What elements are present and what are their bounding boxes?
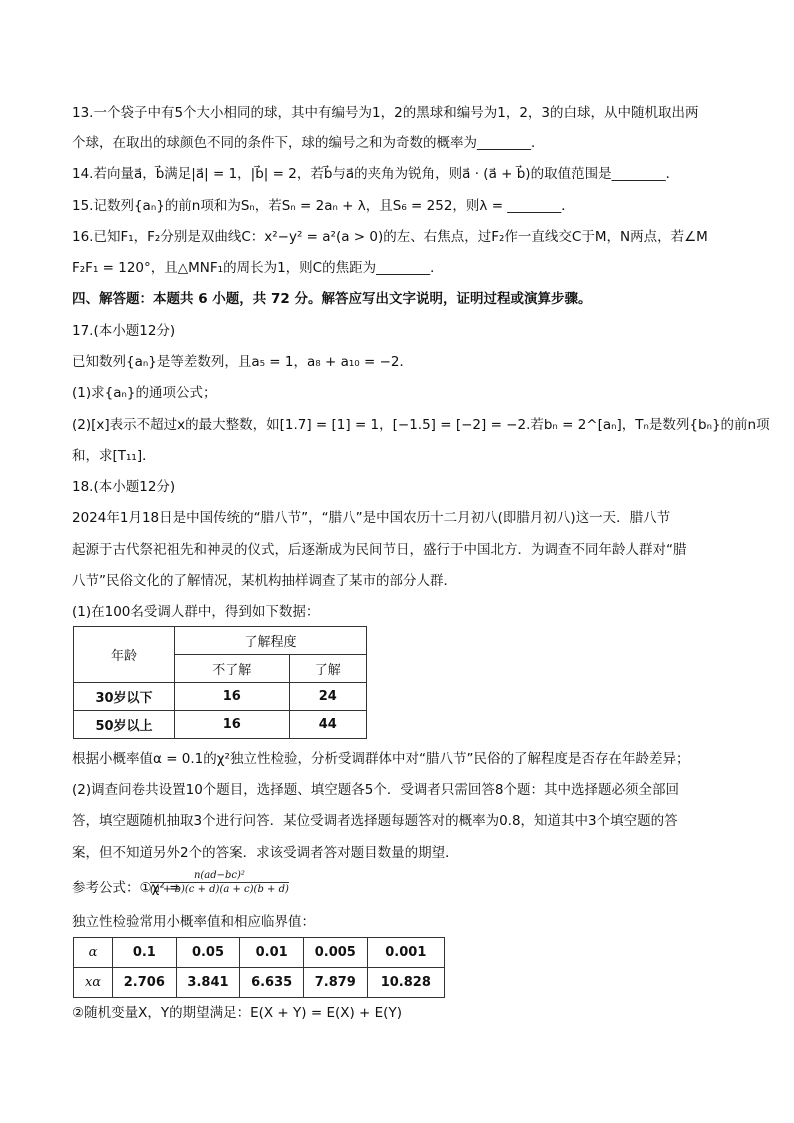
section-4-heading: 四、解答题：本题共 6 小题，共 72 分。解答应写出文字说明，证明过程或演算步骤。 xyxy=(72,291,592,307)
critical-table-cell: 10.828 xyxy=(367,968,444,998)
formula-numerator: n(ad−bc)² xyxy=(150,870,289,883)
survey-table-cell: 44 xyxy=(289,711,366,739)
q18-part-2-line-3: 案，但不知道另外2个的答案．求该受调者答对题目数量的期望． xyxy=(72,845,459,861)
q18-stem-line-2: 起源于古代祭祀祖先和神灵的仪式，后逐渐成为民间节日，盛行于中国北方．为调查不同年龄人群对“腊 xyxy=(72,542,687,558)
reference-formula-label: 参考公式：①χ² = xyxy=(72,880,181,896)
survey-table-corner: 年龄 xyxy=(74,627,175,683)
q16-line-2: F₂F₁ = 120°，且△MNF₁的周长为1，则C的焦距为________． xyxy=(72,260,444,276)
critical-table-row-header: xα xyxy=(74,968,113,998)
critical-table-cell: 6.635 xyxy=(240,968,304,998)
critical-table-cell: 3.841 xyxy=(176,968,240,998)
survey-table-cell: 24 xyxy=(289,683,366,711)
chi-square-formula xyxy=(150,870,289,895)
table-row xyxy=(74,968,445,998)
critical-table-row-header: α xyxy=(74,938,113,968)
critical-table-cell: 2.706 xyxy=(113,968,177,998)
q18-stem-line-1: 2024年1月18日是中国传统的“腊八节”，“腊八”是中国农历十二月初八(即腊月初八)这一天．腊八节 xyxy=(72,510,671,526)
survey-table xyxy=(73,626,367,739)
q18-part-2-line-2: 答，填空题随机抽取3个进行问答．某位受调者选择题每题答对的概率为0.8，知道其中3个填空题的答 xyxy=(72,813,678,829)
reference-formula-2: ②随机变量X，Y的期望满足：E(X + Y) = E(X) + E(Y) xyxy=(72,1005,402,1021)
table-row xyxy=(74,711,367,739)
q17-stem: 已知数列{aₙ}是等差数列，且a₅ = 1，a₈ + a₁₀ = −2． xyxy=(72,354,413,370)
q14-line: 14.若向量a⃗，b⃗满足|a⃗| = 1，|b⃗| = 2，若b⃗与a⃗的夹角为锐角，则a⃗ · (a⃗ + b⃗)的取值范围是________． xyxy=(72,166,680,182)
q17-part-1: (1)求{aₙ}的通项公式； xyxy=(72,385,217,401)
table-row xyxy=(74,683,367,711)
survey-table-group-header: 了解程度 xyxy=(175,627,367,655)
q18-part-2-line-1: (2)调查问卷共设置10个题目，选择题、填空题各5个．受调者只需回答8个题：其中选择题必须全部回 xyxy=(72,782,679,798)
q13-line-1: 13.一个袋子中有5个大小相同的球，其中有编号为1，2的黑球和编号为1，2，3的白球，从中随机取出两 xyxy=(72,105,699,121)
critical-table-cell: 0.01 xyxy=(240,938,304,968)
q17-part-2-line-2: 和，求[T₁₁]． xyxy=(72,448,156,464)
survey-table-cell: 16 xyxy=(175,683,290,711)
q17-heading: 17.(本小题12分) xyxy=(72,323,176,339)
critical-table-cell: 0.005 xyxy=(303,938,367,968)
q13-line-2: 个球，在取出的球颜色不同的条件下，球的编号之和为奇数的概率为________． xyxy=(72,135,545,151)
critical-table-cell: 0.001 xyxy=(367,938,444,968)
critical-table-cell: 0.05 xyxy=(176,938,240,968)
q18-stem-line-3: 八节”民俗文化的了解情况，某机构抽样调查了某市的部分人群． xyxy=(72,573,457,589)
critical-table-cell: 0.1 xyxy=(113,938,177,968)
survey-table-col-header: 不了解 xyxy=(175,655,290,683)
critical-table-cell: 7.879 xyxy=(303,968,367,998)
formula-denominator: (a + b)(c + d)(a + c)(b + d) xyxy=(150,884,289,895)
critical-value-table xyxy=(73,937,445,998)
q18-heading: 18.(本小题12分) xyxy=(72,479,176,495)
q15-line: 15.记数列{aₙ}的前n项和为Sₙ，若Sₙ = 2aₙ + λ，且S₆ = 252，则λ = ________． xyxy=(72,198,575,214)
q18-part-1: (1)在100名受调人群中，得到如下数据： xyxy=(72,604,320,620)
survey-table-col-header: 了解 xyxy=(289,655,366,683)
q16-line-1: 16.已知F₁，F₂分别是双曲线C：x²−y² = a²(a > 0)的左、右焦点，过F₂作一直线交C于M，N两点，若∠M xyxy=(72,229,708,245)
survey-table-row-label: 50岁以上 xyxy=(74,711,175,739)
survey-table-row-label: 30岁以下 xyxy=(74,683,175,711)
critical-value-caption: 独立性检验常用小概率值和相应临界值： xyxy=(72,914,315,930)
q17-part-2-line-1: (2)[x]表示不超过x的最大整数，如[1.7] = [1] = 1，[−1.5] = [−2] = −2.若bₙ = 2^[aₙ]，Tₙ是数列{bₙ}的前n项 xyxy=(72,417,770,433)
survey-table-cell: 16 xyxy=(175,711,290,739)
q18-after-table: 根据小概率值α = 0.1的χ²独立性检验，分析受调群体中对“腊八节”民俗的了解程度是否存在年龄差异； xyxy=(72,751,690,767)
table-row xyxy=(74,938,445,968)
